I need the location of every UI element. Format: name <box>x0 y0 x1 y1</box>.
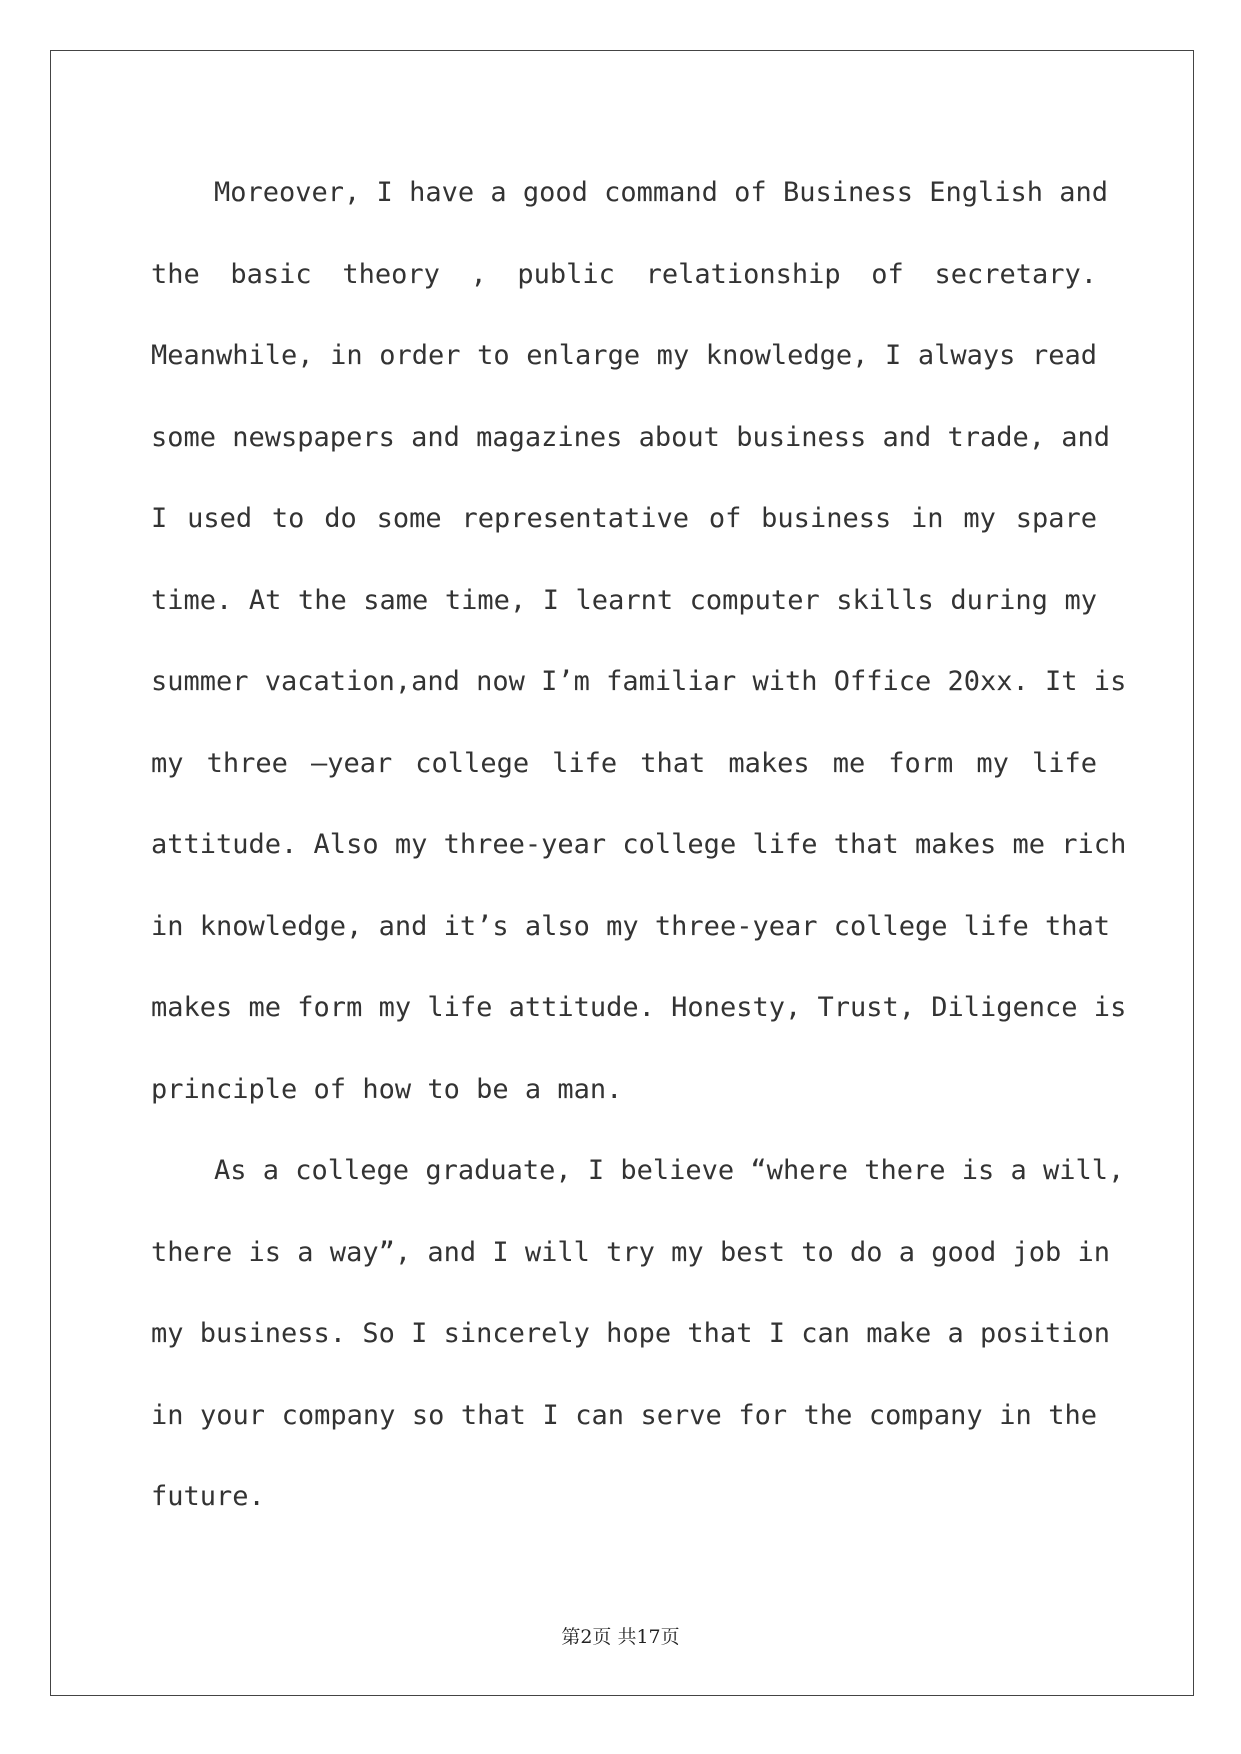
text-line: some newspapers and magazines about business and trade, and <box>151 421 1111 453</box>
text-line: attitude. Also my three-year college life that makes me rich <box>151 829 1127 860</box>
page-number-footer: 第2页 共17页 <box>561 1626 680 1648</box>
text-line: I used to do some representative of business in my spare <box>151 503 1097 534</box>
text-line: future. <box>151 1481 265 1512</box>
text-line: makes me form my life attitude. Honesty, Trust, Diligence is <box>151 992 1127 1023</box>
paragraph-1 <box>151 152 1127 1130</box>
text-line: there is a way”, and I will try my best to do a good job in <box>151 1236 1111 1268</box>
text-line: my three –year college life that makes me form my life <box>151 747 1097 779</box>
text-line: summer vacation,and now I’m familiar with Office 20xx. It is <box>151 666 1127 697</box>
text-line: in your company so that I can serve for the company in the <box>151 1399 1097 1431</box>
text-line: the basic theory , public relationship of secretary. <box>151 258 1097 290</box>
text-line: Moreover, I have a good command of Business English and <box>214 177 1109 208</box>
document-body <box>151 152 1127 1538</box>
text-line: my business. So I sincerely hope that I can make a position <box>151 1318 1111 1349</box>
text-line: Meanwhile, in order to enlarge my knowledge, I always read <box>151 340 1097 371</box>
text-line: in knowledge, and it’s also my three-year college life that <box>151 910 1111 942</box>
text-line: principle of how to be a man. <box>151 1073 623 1105</box>
text-line: As a college graduate, I believe “where there is a will, <box>214 1155 1125 1186</box>
text-line: time. At the same time, I learnt computer skills during my <box>151 584 1097 616</box>
paragraph-2 <box>151 1130 1125 1538</box>
